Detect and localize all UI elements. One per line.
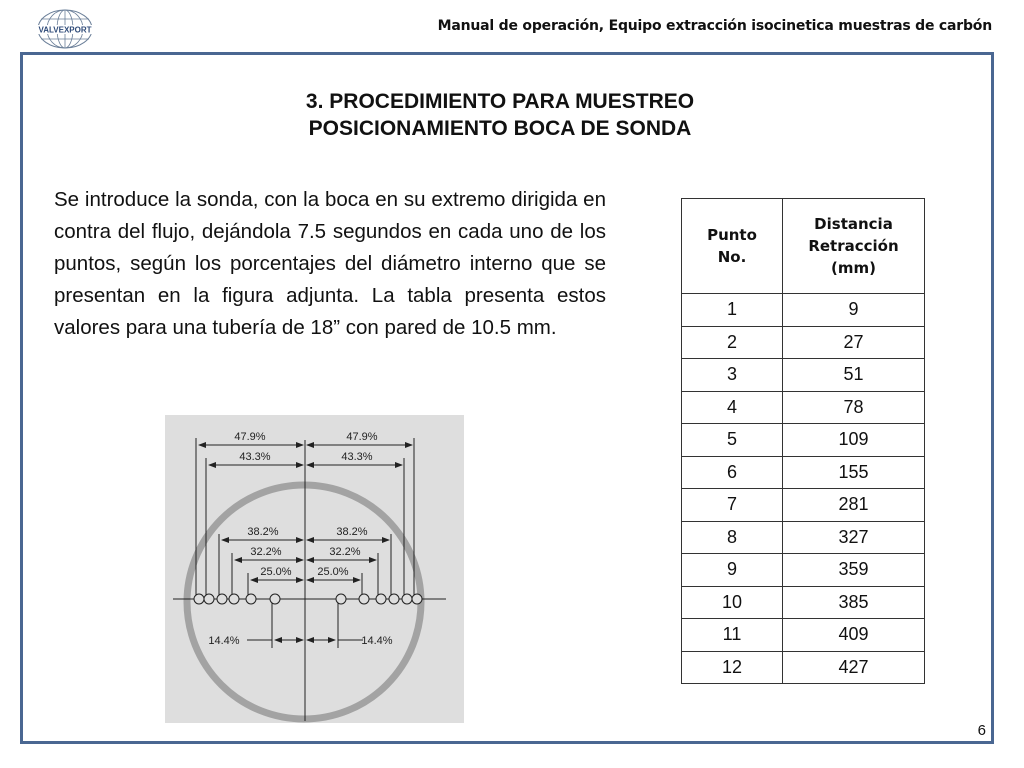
label-38-2-right: 38.2%	[336, 526, 368, 538]
cell-punto: 8	[682, 521, 783, 554]
sample-point-11	[402, 594, 412, 604]
table-row	[682, 456, 925, 489]
cell-punto: 7	[682, 489, 783, 522]
table-header-row	[682, 199, 925, 294]
label-25-0-right: 25.0%	[317, 566, 349, 578]
label-38-2-left: 38.2%	[247, 526, 279, 538]
table-row	[682, 489, 925, 522]
cell-distancia: 27	[783, 326, 925, 359]
sample-point-7	[336, 594, 346, 604]
table-row	[682, 651, 925, 684]
section-title-line-2: POSICIONAMIENTO BOCA DE SONDA	[308, 117, 692, 140]
sample-point-12	[412, 594, 422, 604]
table-row	[682, 586, 925, 619]
table-row	[682, 391, 925, 424]
cell-distancia: 385	[783, 586, 925, 619]
probe-position-diagram	[165, 415, 464, 723]
section-title-line-1: 3. PROCEDIMIENTO PARA MUESTREO	[305, 90, 695, 113]
table-row	[682, 554, 925, 587]
globe-icon	[35, 8, 95, 50]
cell-punto: 1	[682, 294, 783, 327]
sample-point-5	[246, 594, 256, 604]
table-row	[682, 294, 925, 327]
cell-distancia: 109	[783, 424, 925, 457]
cell-distancia: 51	[783, 359, 925, 392]
diagram-svg	[165, 415, 464, 723]
label-25-0-left: 25.0%	[260, 566, 292, 578]
label-32-2-left: 32.2%	[250, 546, 282, 558]
cell-distancia: 281	[783, 489, 925, 522]
header-punto-line-1: Punto	[707, 226, 757, 244]
cell-distancia: 78	[783, 391, 925, 424]
cell-distancia: 427	[783, 651, 925, 684]
table-row	[682, 424, 925, 457]
cell-punto: 11	[682, 619, 783, 652]
sample-point-8	[359, 594, 369, 604]
table-body	[682, 294, 925, 684]
cell-distancia: 155	[783, 456, 925, 489]
label-43-3-right: 43.3%	[341, 451, 373, 463]
cell-distancia: 409	[783, 619, 925, 652]
header-distancia-line-3: (mm)	[831, 259, 876, 277]
sample-point-6	[270, 594, 280, 604]
header-distancia-line-1: Distancia	[814, 215, 893, 233]
left-extension-lines	[196, 438, 272, 648]
sample-point-10	[389, 594, 399, 604]
cell-punto: 10	[682, 586, 783, 619]
header-punto-no	[682, 199, 783, 294]
cell-punto: 2	[682, 326, 783, 359]
table-row	[682, 359, 925, 392]
header-distancia-retraccion	[783, 199, 925, 294]
sample-point-4	[229, 594, 239, 604]
label-47-9-left: 47.9%	[234, 431, 266, 443]
label-43-3-left: 43.3%	[239, 451, 271, 463]
cell-punto: 12	[682, 651, 783, 684]
cell-punto: 3	[682, 359, 783, 392]
table-row	[682, 521, 925, 554]
sample-point-1	[194, 594, 204, 604]
svg-text:VALVEXPORT: VALVEXPORT	[38, 25, 92, 35]
procedure-description: Se introduce la sonda, con la boca en su extremo dirigida en contra del flujo, dejándola 7.5 segundos en cada uno de los puntos, según los porcentajes del diámetro interno que se presentan en la figura adjunta. La tabla presenta estos valores para una tubería de 18” con pared de 10.5 mm.	[54, 188, 606, 339]
sample-point-2	[204, 594, 214, 604]
cell-punto: 4	[682, 391, 783, 424]
cell-punto: 6	[682, 456, 783, 489]
cell-distancia: 9	[783, 294, 925, 327]
sample-point-9	[376, 594, 386, 604]
header-punto-line-2: No.	[717, 248, 747, 266]
label-47-9-right: 47.9%	[346, 431, 378, 443]
cell-punto: 5	[682, 424, 783, 457]
cell-distancia: 359	[783, 554, 925, 587]
page-number: 6	[977, 722, 986, 739]
retraction-distance-table	[681, 198, 925, 684]
valvexport-logo	[35, 8, 95, 50]
label-32-2-right: 32.2%	[329, 546, 361, 558]
label-14-4-left: 14.4%	[208, 635, 240, 647]
sample-point-3	[217, 594, 227, 604]
section-title	[200, 88, 800, 142]
header-distancia-line-2: Retracción	[808, 237, 899, 255]
document-header-title: Manual de operación, Equipo extracción isocinetica muestras de carbón	[437, 18, 992, 34]
cell-punto: 9	[682, 554, 783, 587]
table-row	[682, 619, 925, 652]
label-14-4-right: 14.4%	[361, 635, 393, 647]
cell-distancia: 327	[783, 521, 925, 554]
table-row	[682, 326, 925, 359]
